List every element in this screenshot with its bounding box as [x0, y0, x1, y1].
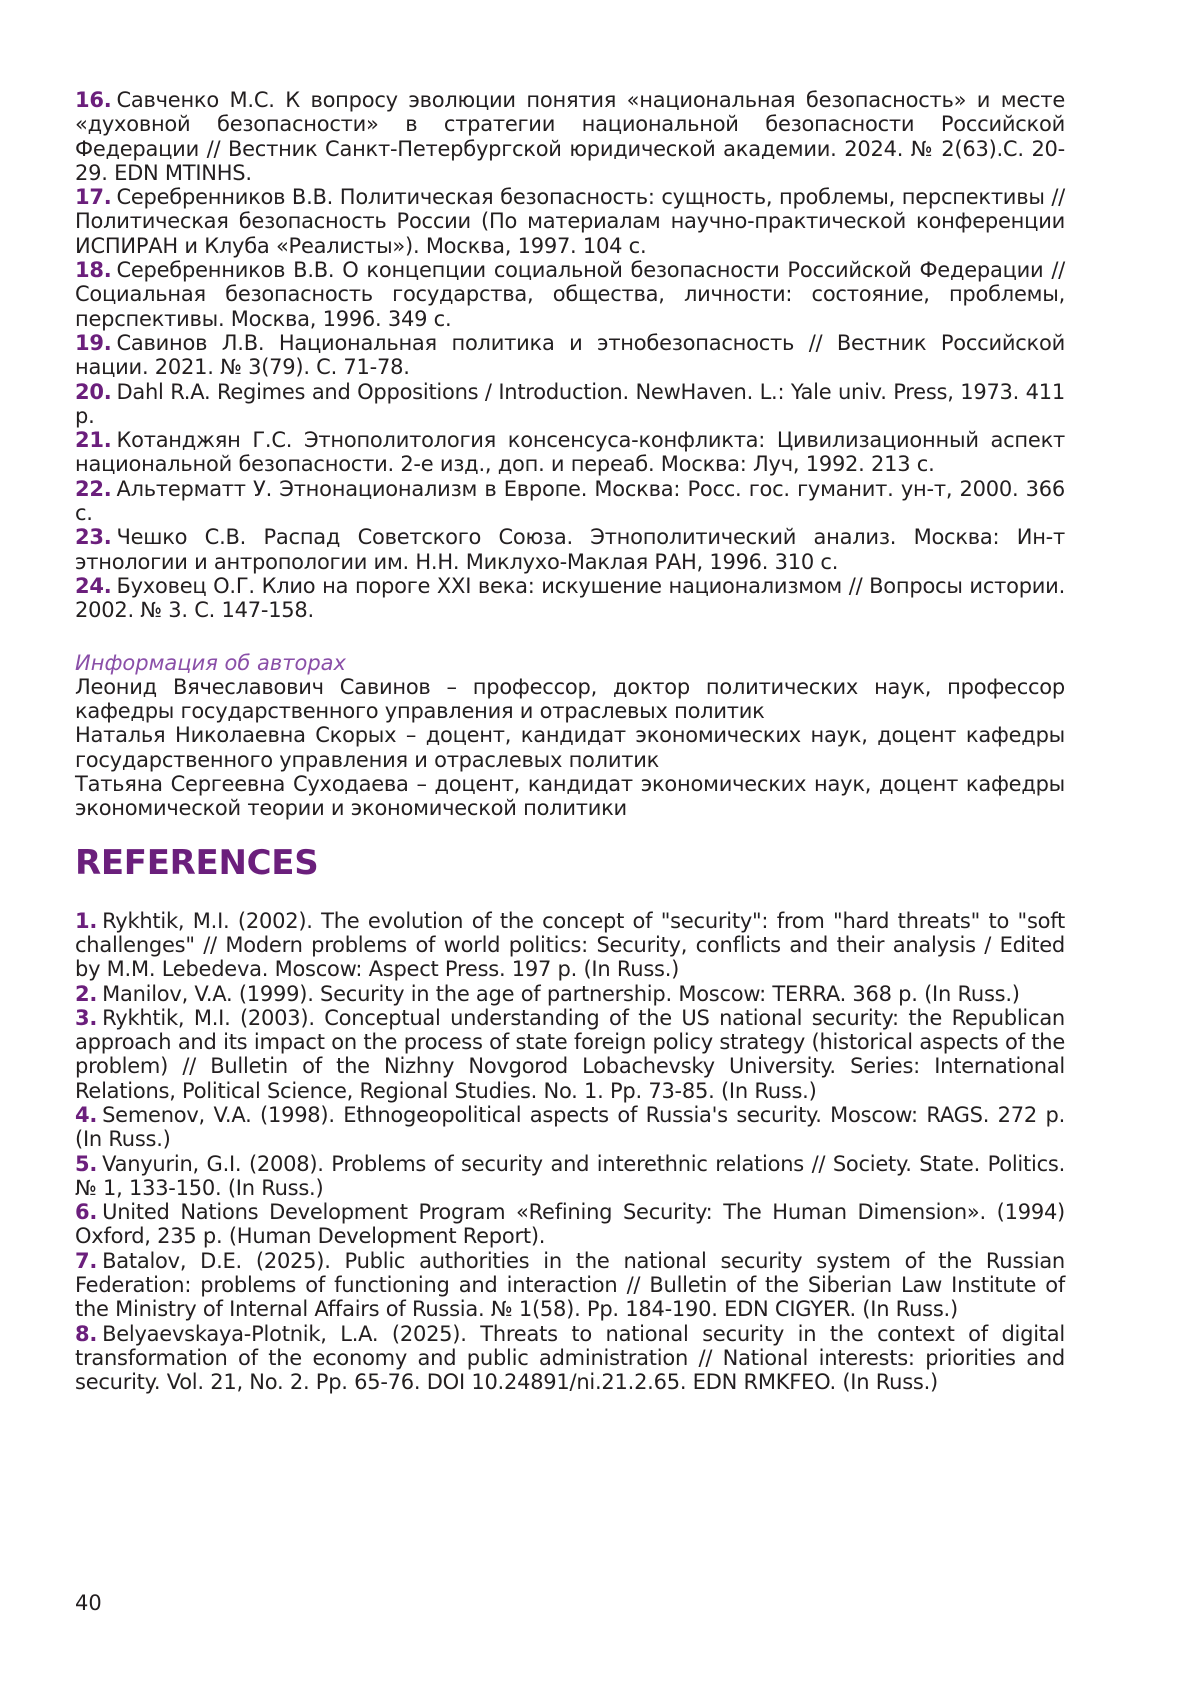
reference-item — [75, 574, 1065, 623]
reference-number: 3. — [75, 1005, 98, 1030]
author-info: Наталья Николаевна Скорых – доцент, кандидат экономических наук, доцент кафедры государственного управления и отраслевых политик — [75, 723, 1065, 772]
reference-text: Серебренников В.В. О концепции социальной безопасности Российской Федерации // Социальная безопасность государства, общества, личности: состояние, проблемы, перспективы. Москва, 1996. 349 с. — [75, 258, 1065, 331]
reference-number: 2. — [75, 981, 98, 1006]
reference-text: Dahl R.A. Regimes and Oppositions / Introduction. NewHaven. L.: Yale univ. Press, 1973. 411 p. — [75, 379, 1065, 428]
author-info: Леонид Вячеславович Савинов – профессор, доктор политических наук, профессор кафедры государственного управления и отраслевых политик — [75, 674, 1065, 724]
reference-item — [75, 982, 1065, 1006]
english-reference-list — [75, 909, 1065, 1395]
reference-text: Batalov, D.E. (2025). Public authorities in the national security system of the Russian Federation: problems of functioning and interaction // Bulletin of the Siberian Law Institute of the Ministry of Internal Affairs of Russia. № 1(58). Pp. 184-190. EDN CIGYER. (In Russ.) — [75, 1248, 1065, 1322]
reference-text: Vanyurin, G.I. (2008). Problems of security and interethnic relations // Society. State. Politics. № 1, 133-150. (In Russ.) — [75, 1151, 1065, 1200]
reference-text: Серебренников В.В. Политическая безопасность: сущность, проблемы, перспективы // Политическая безопасность России (По материалам научно-практической конференции ИСПИРАН и Клуба «Реалисты»). Москва, 1997. 104 с. — [75, 185, 1065, 258]
reference-number: 19. — [75, 330, 112, 355]
reference-number: 22. — [75, 476, 112, 501]
authors-section — [75, 651, 1065, 821]
reference-item — [75, 428, 1065, 477]
reference-number: 18. — [75, 258, 112, 283]
reference-text: Manilov, V.A. (1999). Security in the age of partnership. Moscow: TERRA. 368 p. (In Russ.) — [102, 981, 1020, 1006]
reference-number: 1. — [75, 908, 98, 933]
reference-item — [75, 1006, 1065, 1103]
reference-item — [75, 909, 1065, 982]
reference-text: Буховец О.Г. Клио на пороге XXI века: искушение национализмом // Вопросы истории. 2002. № 3. С. 147-158. — [75, 573, 1065, 623]
russian-reference-list — [75, 88, 1065, 623]
reference-number: 8. — [75, 1321, 98, 1346]
page-content — [75, 88, 1065, 1395]
reference-text: Савинов Л.В. Национальная политика и этнобезопасность // Вестник Российской нации. 2021. № 3(79). С. 71-78. — [75, 330, 1065, 380]
reference-number: 20. — [75, 379, 112, 404]
reference-item — [75, 1322, 1065, 1395]
reference-number: 21. — [75, 428, 112, 453]
reference-item — [75, 331, 1065, 380]
author-info: Татьяна Сергеевна Суходаева – доцент, кандидат экономических наук, доцент кафедры экономической теории и экономической политики — [75, 772, 1065, 821]
reference-text: Альтерматт У. Этнонационализм в Европе. Москва: Росс. гос. гуманит. ун-т, 2000. 366 с. — [75, 476, 1065, 526]
reference-item — [75, 1103, 1065, 1152]
reference-item — [75, 1200, 1065, 1249]
page-number: 40 — [75, 1591, 102, 1615]
reference-number: 5. — [75, 1151, 98, 1176]
reference-number: 17. — [75, 185, 112, 210]
reference-item — [75, 258, 1065, 331]
reference-text: Котанджян Г.С. Этнополитология консенсуса-конфликта: Цивилизационный аспект национальной безопасности. 2-е изд., доп. и переаб. Москва: Луч, 1992. 213 с. — [75, 428, 1065, 477]
reference-number: 23. — [75, 525, 112, 550]
reference-item — [75, 88, 1065, 185]
reference-text: Belyaevskaya-Plotnik, L.A. (2025). Threats to national security in the context of digital transformation of the economy and public administration // National interests: priorities and security. Vol. 21, No. 2. Pp. 65-76. DOI 10.24891/ni.21.2.65. EDN RMKFEO. (In Russ.) — [75, 1321, 1065, 1395]
authors-heading: Информация об авторах — [75, 650, 346, 675]
reference-text: Чешко С.В. Распад Советского Союза. Этнополитический анализ. Москва: Ин-т этнологии и антропологии им. Н.Н. Миклухо-Маклая РАН, 1996. 310 с. — [75, 525, 1065, 574]
references-heading: REFERENCES — [75, 842, 319, 883]
reference-number: 6. — [75, 1200, 98, 1225]
reference-text: Semenov, V.A. (1998). Ethnogeopolitical aspects of Russia's security. Moscow: RAGS. 272 p. (In Russ.) — [75, 1102, 1065, 1152]
reference-item — [75, 477, 1065, 526]
reference-item — [75, 380, 1065, 429]
reference-text: Савченко М.С. К вопросу эволюции понятия «национальная безопасность» и месте «духовной безопасности» в стратегии национальной безопасности Российской Федерации // Вестник Санкт-Петербургской юридической академии. 2024. № 2(63).С. 20-29. EDN MTINHS. — [75, 88, 1065, 185]
reference-item — [75, 1249, 1065, 1322]
reference-text: Rykhtik, M.I. (2003). Conceptual understanding of the US national security: the Republican approach and its impact on the process of state foreign policy strategy (historical aspects of the problem) // Bulletin of the Nizhny Novgorod Lobachevsky University. Series: International Relations, Political Science, Regional Studies. No. 1. Pp. 73-85. (In Russ.) — [75, 1005, 1065, 1103]
reference-text: Rykhtik, M.I. (2002). The evolution of the concept of "security": from "hard threats" to "soft challenges" // Modern problems of world politics: Security, conflicts and their analysis / Edited by M.M. Lebedeva. Moscow: Aspect Press. 197 p. (In Russ.) — [75, 908, 1065, 982]
reference-number: 16. — [75, 88, 112, 112]
reference-item — [75, 525, 1065, 574]
reference-text: United Nations Development Program «Refining Security: The Human Dimension». (1994) Oxford, 235 p. (Human Development Report). — [75, 1200, 1065, 1249]
reference-number: 24. — [75, 573, 112, 598]
reference-item — [75, 1152, 1065, 1201]
reference-number: 7. — [75, 1248, 98, 1273]
reference-number: 4. — [75, 1102, 98, 1127]
reference-item — [75, 185, 1065, 258]
